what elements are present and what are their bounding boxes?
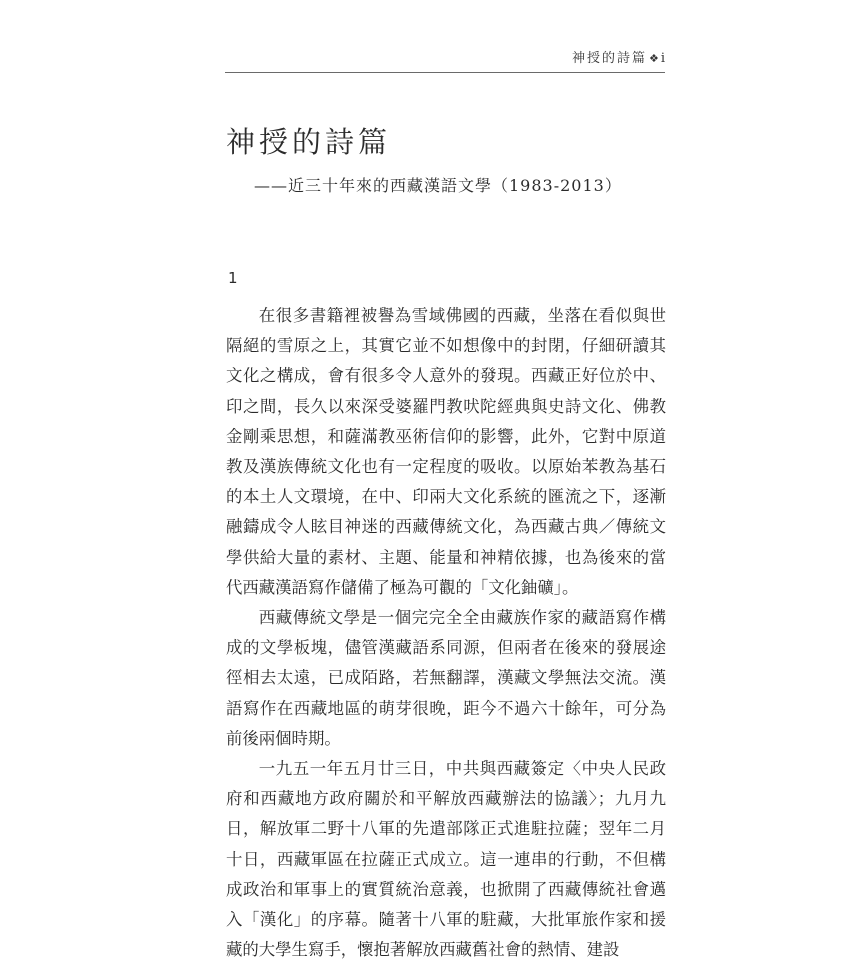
section-number: 1 bbox=[228, 269, 238, 287]
chapter-subtitle: ——近三十年來的西藏漢語文學（1983-2013） bbox=[254, 176, 622, 195]
ornament-icon: ❖ bbox=[648, 52, 659, 65]
body-text bbox=[226, 301, 666, 965]
paragraph: 一九五一年五月廿三日，中共與西藏簽定〈中央人民政府和西藏地方政府關於和平解放西藏辦法的協議〉；九月九日，解放軍二野十八軍的先遣部隊正式進駐拉薩；翌年二月十日，西藏軍區在拉薩正式成立。這一連串的行動，不但構成政治和軍事上的實質統治意義，也掀開了西藏傳統社會邁入「漢化」的序幕。隨著十八軍的駐藏，大批軍旅作家和援藏的大學生寫手，懷抱著解放西藏舊社會的熱情、建設 bbox=[226, 759, 666, 960]
paragraph: 西藏傳統文學是一個完完全全由藏族作家的藏語寫作構成的文學板塊，儘管漢藏語系同源，但兩者在後來的發展途徑相去太遠，已成陌路，若無翻譯，漢藏文學無法交流。漢語寫作在西藏地區的萌芽很晚，距今不過六十餘年，可分為前後兩個時期。 bbox=[226, 608, 666, 748]
chapter-title: 神授的詩篇 bbox=[226, 125, 392, 159]
running-header bbox=[225, 50, 665, 73]
running-header-title: 神授的詩篇 bbox=[571, 51, 647, 66]
paragraph: 在很多書籍裡被譽為雪域佛國的西藏，坐落在看似與世隔絕的雪原之上，其實它並不如想像中的封閉，仔細研讀其文化之構成，會有很多令人意外的發現。西藏正好位於中、印之間，長久以來深受婆羅門教吠陀經典與史詩文化、佛教金剛乘思想，和薩滿教巫術信仰的影響，此外，它對中原道教及漢族傳統文化也有一定程度的吸收。以原始苯教為基石的本土人文環境，在中、印兩大文化系統的匯流之下，逐漸融鑄成令人眩目神迷的西藏傳統文化，為西藏古典／傳統文學供給大量的素材、主題、能量和神精依據，也為後來的當代西藏漢語寫作儲備了極為可觀的「文化鈾礦」。 bbox=[226, 306, 666, 597]
page-number: i bbox=[660, 51, 665, 66]
